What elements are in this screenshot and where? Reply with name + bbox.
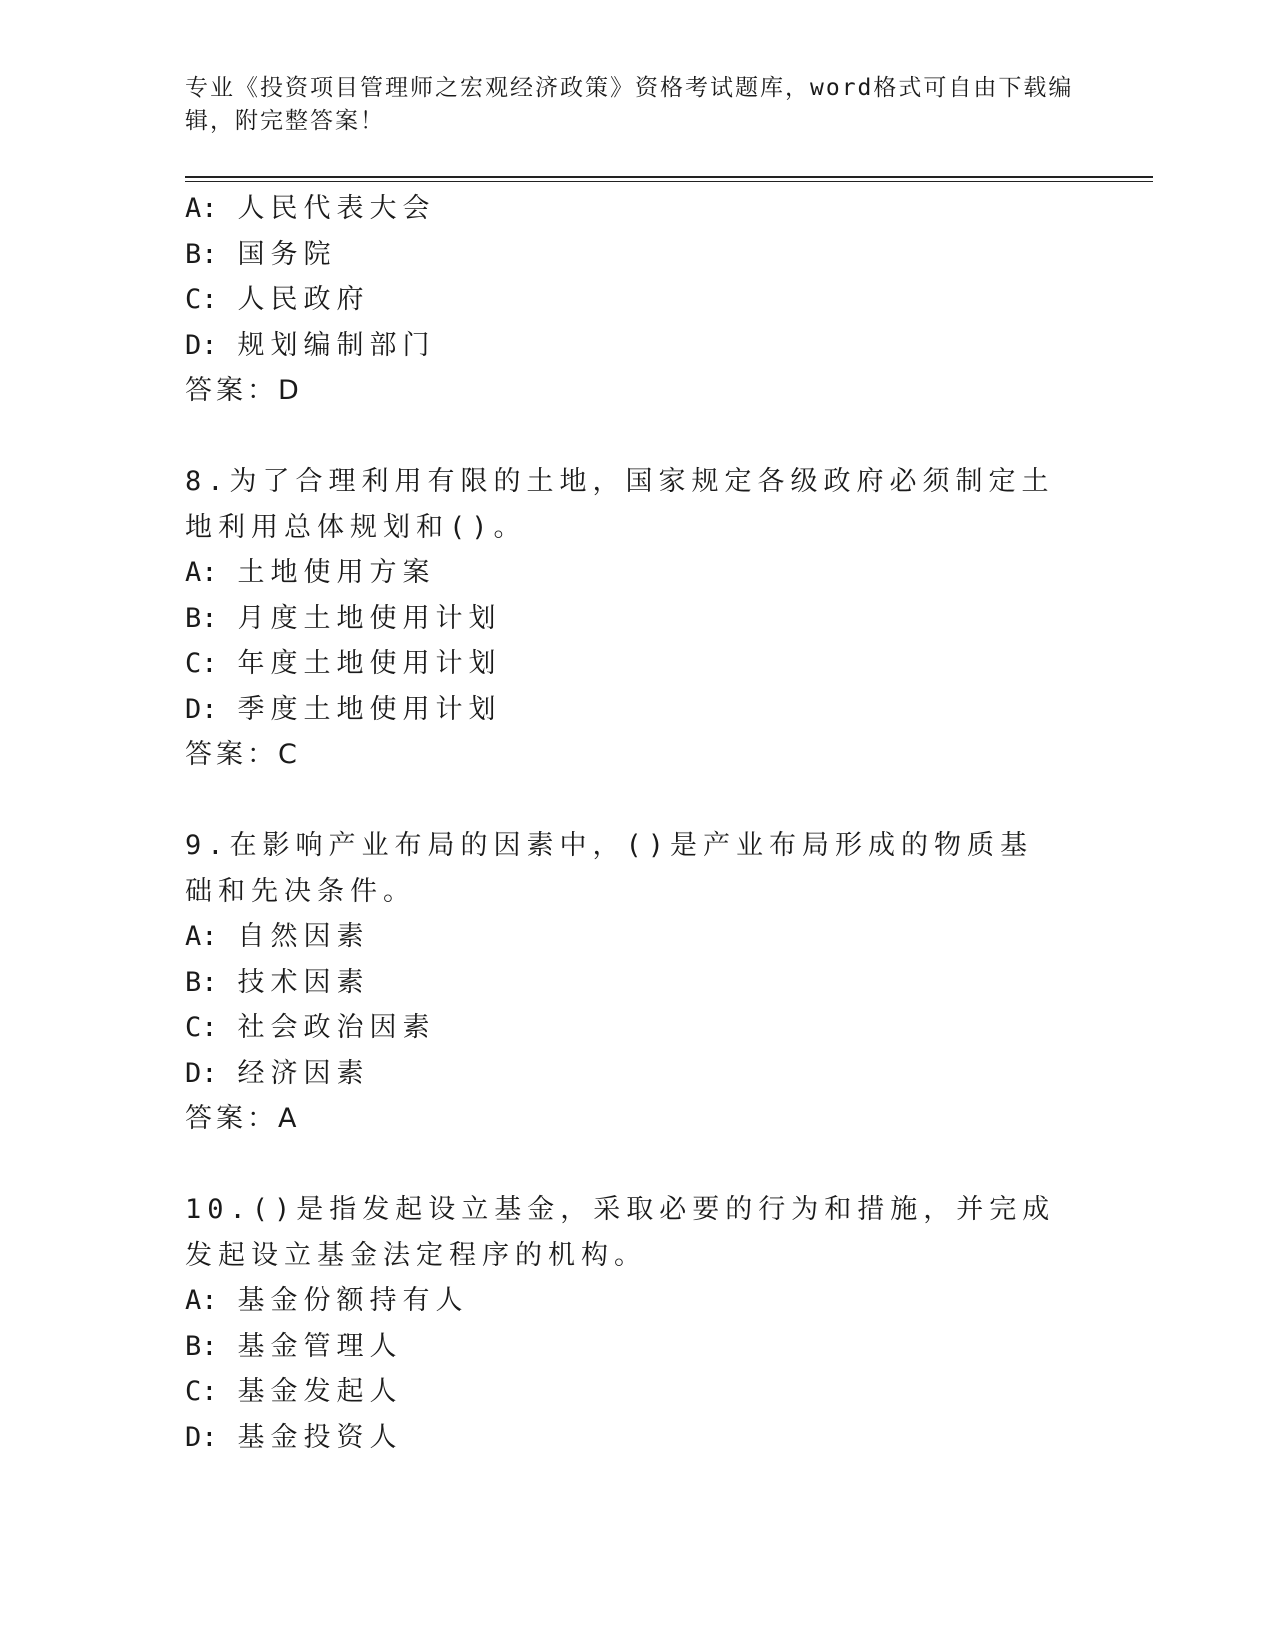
option-key: D: <box>185 1421 218 1453</box>
option-text: 技术因素 <box>237 966 370 998</box>
option-text: 人民政府 <box>237 284 370 315</box>
option-key: D: <box>185 1057 218 1089</box>
option-a <box>185 914 1085 960</box>
option-a <box>185 550 1085 596</box>
question-7 <box>185 186 1085 414</box>
option-text: 规划编制部门 <box>237 329 436 361</box>
option-text: 基金份额持有人 <box>237 1285 469 1316</box>
option-text: 土地使用方案 <box>237 557 436 588</box>
answer: 答案：C <box>185 739 301 770</box>
option-key: C: <box>185 1012 218 1043</box>
option-key: C: <box>185 648 218 679</box>
option-text: 国务院 <box>237 238 337 270</box>
option-c <box>185 1005 1085 1051</box>
question-list <box>185 186 1085 1460</box>
option-text: 人民代表大会 <box>237 193 436 224</box>
header-rule-bottom <box>185 181 1153 182</box>
option-text: 月度土地使用计划 <box>237 602 502 634</box>
option-c <box>185 1369 1085 1415</box>
option-key: B: <box>185 966 218 998</box>
option-key: A: <box>185 921 218 952</box>
question-8 <box>185 459 1085 778</box>
header-rule-top <box>185 176 1153 178</box>
option-d <box>185 1051 1085 1097</box>
option-key: D: <box>185 329 218 361</box>
option-text: 基金发起人 <box>237 1376 403 1407</box>
option-key: A: <box>185 557 218 588</box>
question-text: 8.为了合理利用有限的土地，国家规定各级政府必须制定土地利用总体规划和()。 <box>185 466 1055 543</box>
answer: 答案：D <box>185 375 303 406</box>
option-text: 社会政治因素 <box>237 1012 436 1043</box>
question-10 <box>185 1187 1085 1460</box>
option-key: A: <box>185 1285 218 1316</box>
option-c <box>185 277 1085 323</box>
document-header: 专业《投资项目管理师之宏观经济政策》资格考试题库，word格式可自由下载编辑，附完整答案！ <box>185 75 1074 134</box>
option-b <box>185 232 1085 278</box>
option-d <box>185 323 1085 369</box>
option-text: 基金投资人 <box>237 1421 403 1453</box>
option-text: 年度土地使用计划 <box>237 648 502 679</box>
option-text: 自然因素 <box>237 921 370 952</box>
option-c <box>185 641 1085 687</box>
option-b <box>185 960 1085 1006</box>
option-key: B: <box>185 1330 218 1362</box>
option-text: 经济因素 <box>237 1057 370 1089</box>
option-key: B: <box>185 602 218 634</box>
option-key: A: <box>185 193 218 224</box>
option-key: D: <box>185 693 218 725</box>
question-text: 10.()是指发起设立基金，采取必要的行为和措施，并完成发起设立基金法定程序的机构。 <box>185 1194 1056 1271</box>
option-d <box>185 1415 1085 1461</box>
option-key: C: <box>185 284 218 315</box>
option-text: 基金管理人 <box>237 1330 403 1362</box>
answer: 答案：A <box>185 1103 301 1134</box>
option-b <box>185 596 1085 642</box>
option-a <box>185 186 1085 232</box>
option-d <box>185 687 1085 733</box>
option-key: C: <box>185 1376 218 1407</box>
option-b <box>185 1324 1085 1370</box>
question-9 <box>185 823 1085 1142</box>
option-text: 季度土地使用计划 <box>237 693 502 725</box>
option-a <box>185 1278 1085 1324</box>
question-text: 9.在影响产业布局的因素中，()是产业布局形成的物质基础和先决条件。 <box>185 830 1034 907</box>
option-key: B: <box>185 238 218 270</box>
